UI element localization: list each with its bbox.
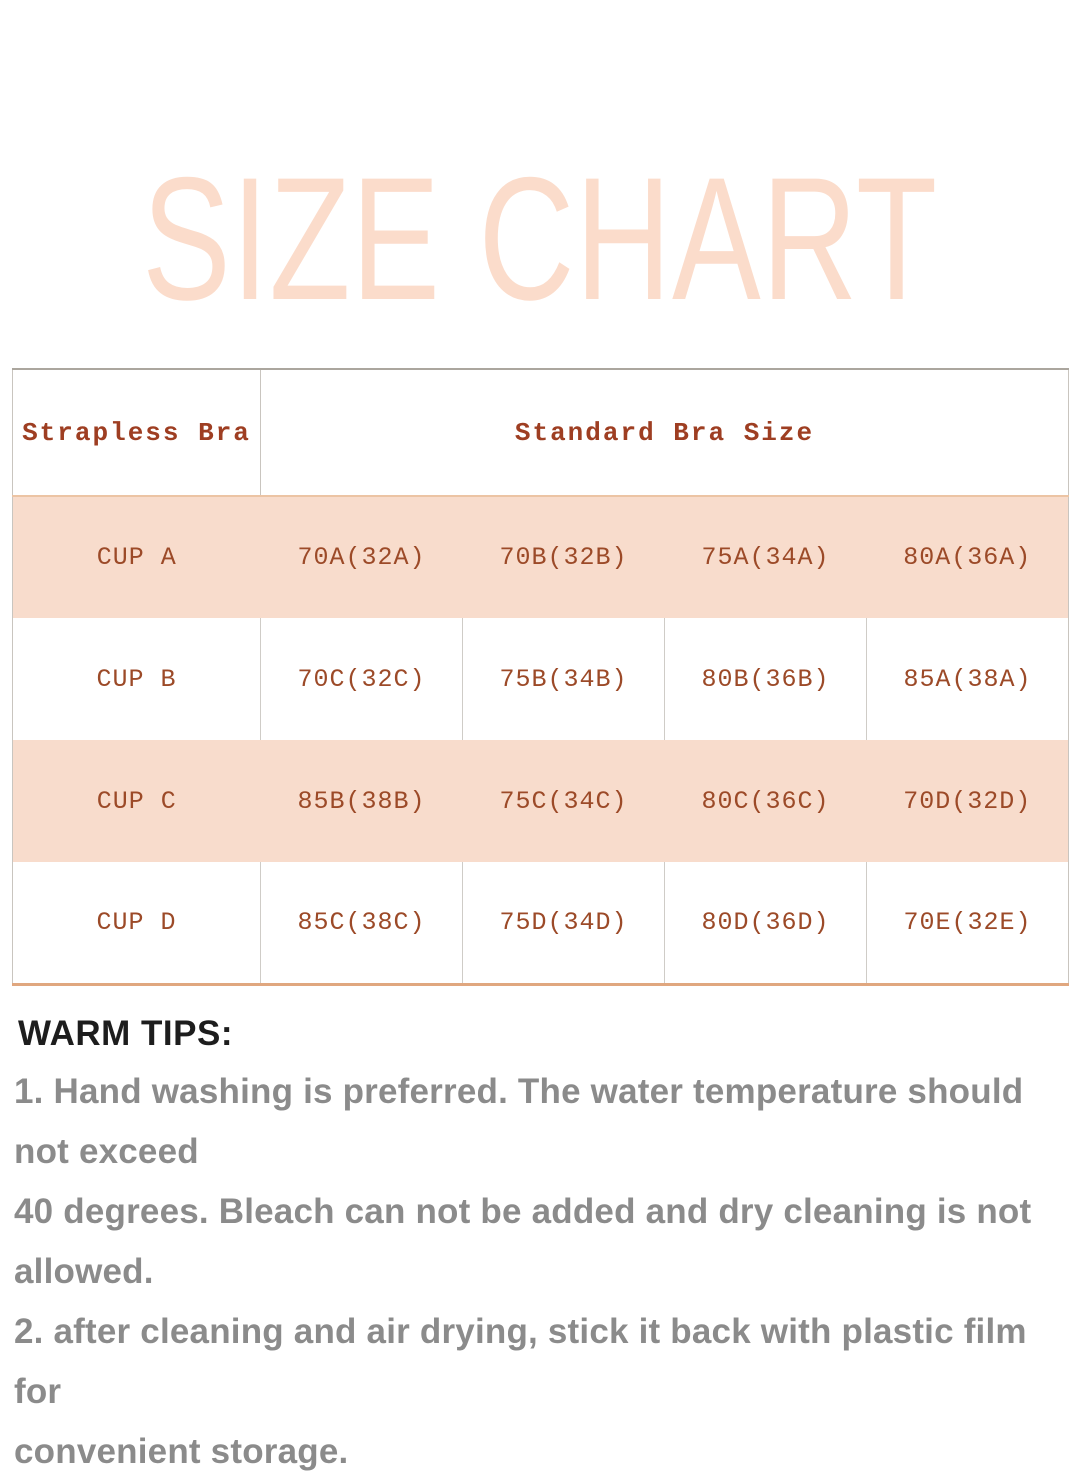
size-cell: 85A(38A)	[867, 618, 1069, 740]
size-cell: 80D(36D)	[665, 862, 867, 984]
warm-tips-line: 1. Hand washing is preferred. The water temperature should not exceed	[14, 1072, 1024, 1171]
table-row-cup-d	[13, 862, 1069, 984]
size-cell: 75C(34C)	[463, 740, 665, 862]
size-cell: 70A(32A)	[261, 496, 463, 618]
warm-tips-text	[14, 1062, 1074, 1482]
warm-tips-heading: WARM TIPS:	[18, 1014, 233, 1053]
warm-tips-line: convenient storage.	[14, 1432, 349, 1471]
row-label: CUP B	[13, 618, 261, 740]
table-row-cup-c	[13, 740, 1069, 862]
warm-tips-line: 40 degrees. Bleach can not be added and dry cleaning is not allowed.	[14, 1192, 1032, 1291]
warm-tips-line: 2. after cleaning and air drying, stick it back with plastic film for	[14, 1312, 1027, 1411]
header-strapless-bra: Strapless Bra	[13, 369, 261, 496]
size-cell: 70E(32E)	[867, 862, 1069, 984]
table-row-cup-a	[13, 496, 1069, 618]
size-cell: 80C(36C)	[665, 740, 867, 862]
size-cell: 70C(32C)	[261, 618, 463, 740]
size-cell: 85B(38B)	[261, 740, 463, 862]
size-cell: 75D(34D)	[463, 862, 665, 984]
size-cell: 80A(36A)	[867, 496, 1069, 618]
size-chart-table	[12, 368, 1069, 986]
size-cell: 70D(32D)	[867, 740, 1069, 862]
table-row-cup-b	[13, 618, 1069, 740]
size-cell: 85C(38C)	[261, 862, 463, 984]
size-cell: 80B(36B)	[665, 618, 867, 740]
header-standard-bra-size: Standard Bra Size	[261, 369, 1069, 496]
row-label: CUP C	[13, 740, 261, 862]
page-title: SIZE CHART	[142, 142, 938, 337]
size-cell: 75A(34A)	[665, 496, 867, 618]
row-label: CUP A	[13, 496, 261, 618]
table-header-row	[13, 369, 1069, 496]
row-label: CUP D	[13, 862, 261, 984]
size-cell: 70B(32B)	[463, 496, 665, 618]
size-cell: 75B(34B)	[463, 618, 665, 740]
